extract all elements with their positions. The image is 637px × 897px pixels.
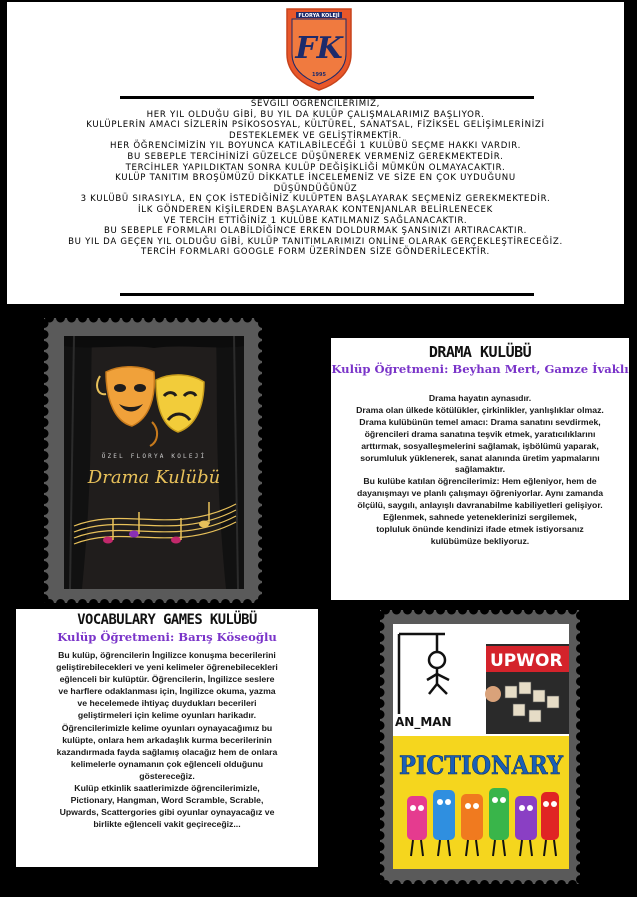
word-games-illustration <box>393 624 569 869</box>
letter-line: BU SEBEPLE TERCİHİNİZİ GÜZELCE DÜŞÜNEREK VERMENİZ GEREKMEKTEDİR. <box>127 151 504 162</box>
comedy-tragedy-masks-icon <box>97 367 204 446</box>
letter-line: KULÜP TANITIM BROŞÜMÜZÜ DİKKATLE İNCELEMENİZ VE SİZE EN ÇOK UYDUĞUNU <box>115 173 516 184</box>
drama-description-line: topluluk önünde kendinizi ifade etmek istiyorsanız <box>376 523 584 534</box>
vocab-description-line: eğlenceli bir kulüptür. Öğrencilerin, İngilizce seslere <box>59 674 275 685</box>
vocab-club-title: VOCABULARY GAMES KULÜBÜ <box>77 612 257 628</box>
drama-description-line: Drama kulübünün temel amacı: Drama sanatını sevdirmek, <box>359 416 601 427</box>
letter-line: SEVGİLİ ÖĞRENCİLERİMİZ, <box>250 99 381 109</box>
drama-description-line: Bu kulübe katılan öğrencilerimiz: Hem eğleniyor, hem de <box>363 476 597 487</box>
logo-name-text: FLORYA KOLEJİ <box>298 13 340 19</box>
drama-description-line: Drama hayatın aynasıdır. <box>428 393 532 403</box>
upwords-board-icon <box>485 644 569 734</box>
letter-line: İLK GÖNDEREN KİŞİLERDEN BAŞLAYARAK KONTENJANLAR BELİRLENECEK <box>138 204 493 215</box>
drama-description-line: arttırmak, sosyalleşmelerini sağlamak, işbölümü yaparak, <box>361 440 599 451</box>
logo-monogram: FK <box>295 31 343 66</box>
vocab-description-line: Kulüp etkinlik saatlerimizde öğrencilerimizle, <box>74 783 260 794</box>
vocab-description-line: birlikte eğlenceli vakit geçireceğiz... <box>93 819 241 830</box>
drama-club-panel <box>331 338 629 600</box>
vocab-description-line: ve harflere odaklanması için, İngilizce okuma, yazma <box>58 686 276 697</box>
bottom-divider <box>120 293 534 296</box>
vocab-description-line: Öğrencilerimizle kelime oyunları oynayacağımız bu <box>61 722 273 733</box>
vocab-description-line: kazandırmada fayda sağlamış olacağız hem de onlara <box>56 746 278 757</box>
vocab-description-line: Pictionary, Hangman, Word Scramble, Scrable, <box>70 795 264 806</box>
letter-line: BU YIL DA GEÇEN YIL OLDUĞU GİBİ, KULÜP TANITIMLARIMIZI ONLİNE OLARAK GERÇEKLEŞTİRECEĞİZ. <box>68 236 563 247</box>
drama-description-line: Eğlenmek, sahnede yeteneklerinizi sergilemek, <box>383 512 577 523</box>
vocab-description-line: Upwards, Scattergories gibi oyunlar oynayacağız ve <box>59 807 275 818</box>
pictionary-logo-text: PICTIONARY <box>399 751 565 780</box>
letter-line: DESTEKLEMEK VE GELİŞTİRMEKTİR. <box>229 130 402 141</box>
vocab-description-line: göstereceğiz. <box>139 770 195 781</box>
letter-line: TERCİH FORMLARI GOOGLE FORM ÜZERİNDEN SİZE GÖNDERİLECEKTİR. <box>141 247 490 258</box>
drama-description-line: sorumluluk yüklenerek, sanat alanında üretim yapmalarını <box>360 452 600 463</box>
letter-line: VE TERCİH ETTİĞİNİZ 1 KULÜBE KATILMANIZ SAĞLANACAKTIR. <box>163 215 468 226</box>
letter-line: KULÜPLERİN AMACI SİZLERİN PSİKOSOSYAL, KÜLTÜREL, SANATSAL, FİZİKSEL GELİŞİMLERİNİZİ <box>86 120 545 131</box>
letter-line: DÜŞÜNDÜĞÜNÜZ <box>273 183 358 194</box>
drama-description-line: öğrencileri drama sanatına teşvik etmek, yaratıcılıklarını <box>364 428 596 439</box>
florya-koleji-logo <box>284 6 354 92</box>
letter-line: BU SEBEPLE FORMLARI OLABİLDİĞİNCE ERKEN DOLDURMAK ŞANSINIZI ARTIRACAKTIR. <box>103 226 528 237</box>
vocab-description-line: kelimelerle oynamanın çok eğlenceli olduğunu <box>70 758 264 769</box>
drama-description-line: Drama olan ülkede kötülükler, çirkinlikler, yanlışlıklar olmaz. <box>356 404 604 415</box>
drama-club-title: DRAMA KULÜBÜ <box>428 343 532 361</box>
drama-description-line: dayanışmayı ve planlı çalışmayı öğreniyorlar. Aynı zamanda <box>356 488 604 499</box>
letter-line: 3 KULÜBÜ SIRASIYLA, EN ÇOK İSTEDİĞİNİZ KULÜPTEN BAŞLAYARAK SEÇMENİZ GEREKMEKTEDİR. <box>80 194 551 205</box>
vocab-description-line: geliştirmeleri için kelime oyunları harikadır. <box>77 710 257 721</box>
drama-poster <box>64 336 244 589</box>
hangman-icon <box>399 634 449 714</box>
vocab-description-line: ve hecelemede ihtiyaç duydukları becerileri <box>77 698 257 709</box>
vocab-description-line: Bu kulüp, öğrencilerin İngilizce konuşma becerilerini <box>58 650 276 660</box>
drama-description-line: ölçülü, saygılı, anlayışlı davranabilme kabiliyetleri gelişiyor. <box>357 500 603 511</box>
letter-line: HER ÖĞRENCİMİZİN YIL BOYUNCA KATILABİLECEĞİ 1 KULÜBÜ SEÇME HAKKI VARDIR. <box>109 141 522 152</box>
drama-description-line: sağlamaktır. <box>454 464 506 475</box>
letter-line: HER YIL OLDUĞU GİBİ, BU YIL DA KULÜP ÇALIŞMALARIMIZ BAŞLIYOR. <box>146 109 485 120</box>
letter-line: TERCİHLER YAPILDIKTAN SONRA KULÜP DEĞİŞİKLİĞİ MÜMKÜN OLMAYACAKTIR. <box>125 162 506 173</box>
intro-letter-panel <box>7 2 624 304</box>
poster-title: Drama Kulübü <box>87 467 221 488</box>
vocab-club-description <box>16 649 318 830</box>
word-games-collage <box>393 624 569 869</box>
logo-year: 1995 <box>312 72 326 78</box>
drama-description-line: kulübümüze bekliyoruz. <box>430 535 530 546</box>
vocab-club-teacher: Kulüp Öğretmeni: Barış Köseoğlu <box>57 630 277 644</box>
poster-school-name: ÖZEL FLORYA KOLEJİ <box>101 453 207 460</box>
music-notes-icon <box>74 504 236 544</box>
upwords-logo-text: UPWOR <box>490 651 563 671</box>
vocab-club-panel <box>16 609 318 867</box>
vocab-description-line: kulüpte, onlara hem arkadaşlık kurma becerilerinin <box>62 734 272 745</box>
intro-letter-text <box>7 99 624 258</box>
drama-club-description <box>331 393 629 548</box>
drama-club-teacher: Kulüp Öğretmeni: Beyhan Mert, Gamze İvaklı <box>331 362 629 376</box>
theater-stage-illustration <box>64 336 244 589</box>
hangman-word: AN_MAN <box>395 715 452 729</box>
vocab-description-line: geliştirebilecekleri ve yeni kelimeler öğrenebilecekleri <box>56 662 278 673</box>
